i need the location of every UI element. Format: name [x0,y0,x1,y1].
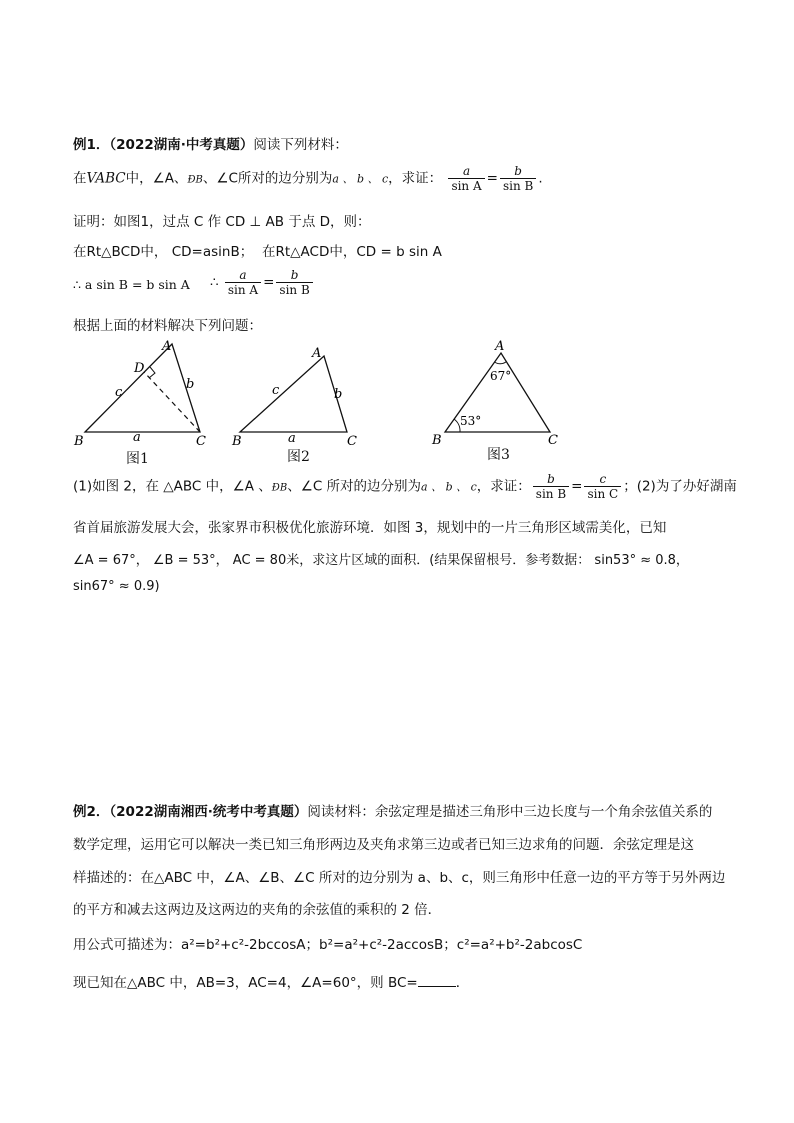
question-2-line-3: ∠A = 67°， ∠B = 53°， AC = 80米，求这片区域的面积．(结果保留根号．参考数据： sin53° ≈ 0.8， [73,553,689,568]
figure-3-caption: 图3 [487,447,510,463]
fraction-b-sinB [533,472,569,501]
text: 中，∠A、 [125,170,188,187]
ex1-title-suffix: 阅读下列材料： [253,137,348,153]
text: 阅读材料：余弦定理是描述三角形中三边长度与一个角余弦值关系的 [307,804,713,820]
fraction-a-sinA [448,164,484,193]
angle-b: ÐB [187,174,203,186]
solve-intro: 根据上面的材料解决下列问题： [73,318,262,334]
numerator: c [599,472,607,486]
ex2-line-1 [73,800,712,820]
label-A: A [495,339,505,354]
rt-acd: 在Rt△ACD中，CD = b sin A [262,244,442,260]
figure-1 [73,339,206,449]
ex1-source: （2022湖南·中考真题） [109,137,254,153]
figure-1-caption: 图1 [126,451,149,467]
denominator: sin B [500,178,536,193]
equals: = [486,170,498,187]
numerator: a [462,164,471,178]
question-2-line-2: 省首届旅游发展大会，张家界市积极优化旅游环境．如图 3，规划中的一片三角形区域需美化，已知 [73,520,667,536]
text: ；(2)为了办好湖南 [623,478,737,495]
figure-3 [431,339,558,448]
text: . [538,170,543,187]
ex2-line-3: 样描述的：在△ABC 中，∠A、∠B、∠C 所对的边分别为 a、b、c，则三角形中任意一边的平方等于另外两边 [73,870,726,886]
ex2-source: （2022湖南湘西·统考中考真题） [109,804,308,820]
label-c: c [115,385,123,400]
ex2-line-2: 数学定理，运用它可以解决一类已知三角形两边及夹角求第三边或者已知三边求角的问题．余弦定理是这 [73,837,694,853]
text: ，求证： [388,170,443,187]
numerator: b [547,472,555,486]
text: 、∠C 所对的边分别为 [287,478,422,495]
label-a: a [288,431,296,446]
question-2-line-4: sin67° ≈ 0.9) [73,579,160,594]
ex1-title [73,133,348,153]
numerator: b [514,164,522,178]
equals: = [263,274,275,291]
label-C: C [347,434,357,449]
angle-b: ÐB [271,482,288,494]
denominator: sin B [276,282,312,297]
ex1-title-prefix: 例1． [73,137,110,153]
label-c: c [272,383,280,398]
text: (1)如图 2，在 △ABC 中，∠A 、 [73,478,272,495]
triangle-abc-1 [85,344,200,432]
fraction-a-sinA [225,268,261,297]
ex1-statement [73,164,543,193]
fraction-c-sinC [584,472,621,501]
numerator: b [290,268,299,282]
text: 在 [73,170,87,187]
proof-line: 证明：如图1，过点 C 作 CD ⊥ AB 于点 D，则： [73,214,371,230]
equals: = [571,478,583,495]
label-B: B [74,434,84,449]
denominator: sin A [225,282,261,297]
sides: a 、 b 、 c [332,172,389,186]
rt-bcd: 在Rt△BCD中， CD=asinB； [73,244,254,260]
triangle-name: VABC [86,170,126,187]
angle-a-label: 67° [490,369,512,383]
angle-b-label: 53° [460,414,482,428]
label-b: b [334,387,343,402]
label-A: A [312,346,322,361]
label-b: b [186,377,195,392]
therefore-2 [210,268,315,297]
angle-arc-a [495,362,507,364]
label-a: a [133,430,141,445]
text: ，求证： [476,478,531,495]
fraction-b-sinB [276,268,312,297]
sides: a 、 b 、 c [421,480,477,494]
question-1 [73,472,737,501]
ex2-title-prefix: 例2． [73,804,110,820]
label-B: B [232,434,242,449]
text: 、∠C所对的边分别为 [202,170,333,187]
right-angle-mark [149,367,155,378]
text: 现已知在△ABC 中，AB=3，AC=4，∠A=60°，则 BC= [73,975,418,991]
therefore-1: ∴ a sin B = b sin A [73,277,190,292]
label-B: B [432,433,442,448]
label-C: C [196,434,206,449]
text: ． [455,975,470,991]
denominator: sin C [584,486,621,501]
denominator: sin B [533,486,569,501]
triangle-abc-2 [240,356,347,432]
fraction-b-sinB [500,164,536,193]
figure-2-caption: 图2 [287,449,310,465]
ex2-formula: 用公式可描述为：a²=b²+c²-2bccosA；b²=a²+c²-2accosB；c²=a²+b²-2abcosC [73,937,583,953]
therefore-symbol: ∴ [210,274,219,291]
ex2-line-4: 的平方和减去这两边及这两边的夹角的余弦值的乘积的 2 倍． [73,902,442,918]
answer-blank[interactable] [418,986,456,987]
label-D: D [134,361,145,376]
ex2-question [73,971,469,991]
denominator: sin A [448,178,484,193]
label-C: C [548,433,558,448]
figure-2 [231,346,357,449]
label-A: A [162,339,172,354]
numerator: a [239,268,247,282]
